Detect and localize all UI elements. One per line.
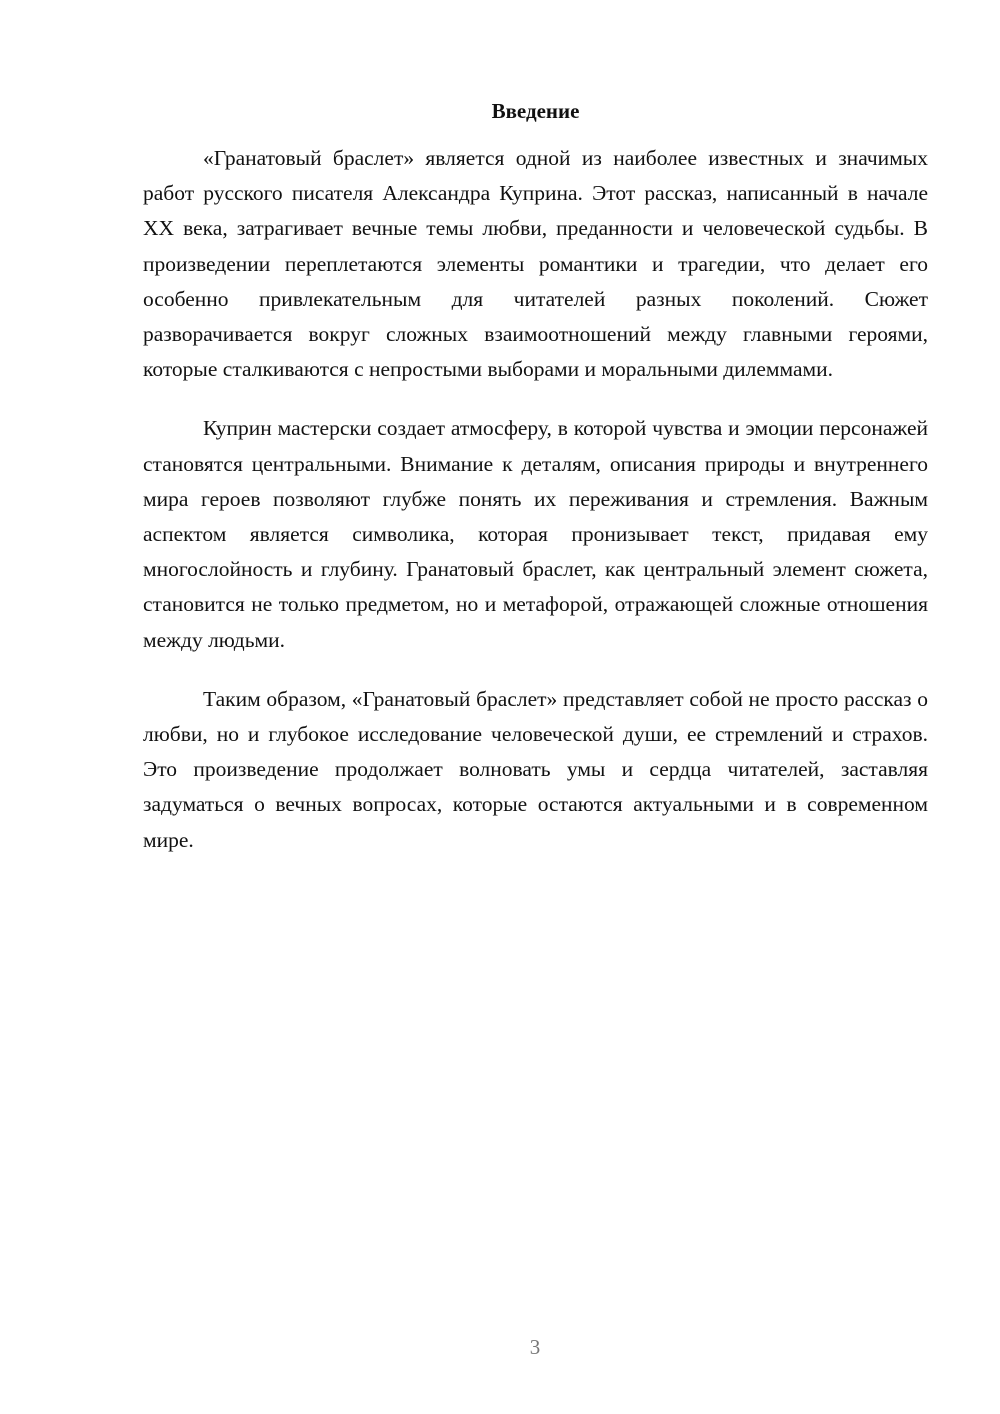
body-text xyxy=(143,141,928,882)
section-heading: Введение xyxy=(491,99,580,123)
page-number: 3 xyxy=(529,1335,541,1359)
paragraph-3: Таким образом, «Гранатовый браслет» представляет собой не просто рассказ о любви, но и глубокое исследование человеческой души, ее стремлений и страхов. Это произведение продолжает волновать умы и сердца читателей, заставляя задуматься о вечных вопросах, которые остаются актуальными и в современном мире. xyxy=(143,686,928,852)
paragraph-1: «Гранатовый браслет» является одной из наиболее известных и значимых работ русского писателя Александра Куприна. Этот рассказ, написанный в начале XX века, затрагивает вечные темы любви, преданности и человеческой судьбы. В произведении переплетаются элементы романтики и трагедии, что делает его особенно привлекательным для читателей разных поколений. Сюжет разворачивается вокруг сложных взаимоотношений между главными героями, которые сталкиваются с непростыми выборами и моральными дилеммами. xyxy=(143,146,928,382)
paragraph-2: Куприн мастерски создает атмосферу, в которой чувства и эмоции персонажей становятся центральными. Внимание к деталям, описания природы и внутреннего мира героев позволяют глубже понять их переживания и стремления. Важным аспектом является символика, которая пронизывает текст, придавая ему многослойность и глубину. Гранатовый браслет, как центральный элемент сюжета, становится не только предметом, но и метафорой, отражающей сложные отношения между людьми. xyxy=(143,416,928,652)
